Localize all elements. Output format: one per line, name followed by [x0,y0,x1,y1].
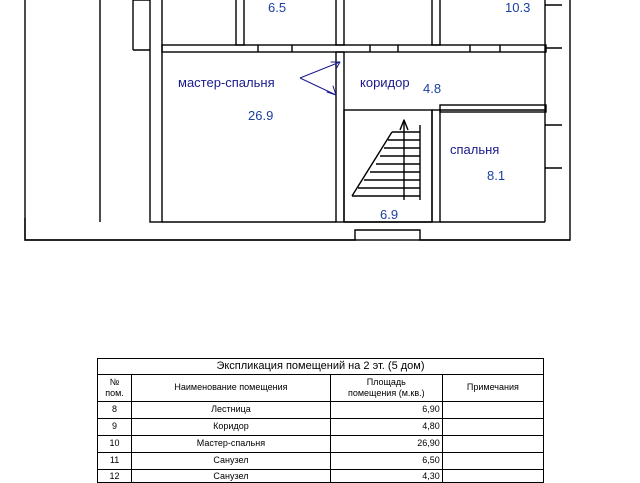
table-title-row [98,359,544,375]
cell-name: Лестница [132,401,331,418]
explication-table [97,358,544,483]
table-row [98,401,544,418]
cell-area: 6,50 [330,452,442,469]
table-row [98,452,544,469]
cell-notes [442,401,543,418]
header-number-line2: пом. [105,387,124,398]
header-area-line2: помещения (м.кв.) [347,387,425,398]
cell-area: 4,30 [330,469,442,482]
table-row [98,435,544,452]
cell-name: Коридор [132,418,331,435]
cell-name: Санузел [132,469,331,482]
table-title: Экспликация помещений на 2 эт. (5 дом) [98,359,544,375]
cell-notes [442,452,543,469]
cell-notes [442,469,543,482]
table-row [98,418,544,435]
label-leader-lines [300,62,340,95]
header-notes: Примечания [442,374,543,401]
room-area-bedroom: 8.1 [487,168,506,183]
cell-area: 26,90 [330,435,442,452]
cell-notes [442,435,543,452]
cell-number: 9 [98,418,132,435]
room-area-master-bedroom: 26.9 [248,108,274,123]
cell-number: 10 [98,435,132,452]
room-label-master-bedroom: мастер-спальня [178,75,275,90]
room-area-stairs: 6.9 [380,207,399,222]
header-number [98,374,132,401]
cell-area: 4,80 [330,418,442,435]
table-header-row [98,374,544,401]
header-number-line1: № [109,377,120,388]
room-label-corridor: коридор [360,75,410,90]
room-area-room-top-right: 10.3 [505,0,531,15]
room-area-corridor: 4.8 [423,81,442,96]
cell-name: Санузел [132,452,331,469]
cell-notes [442,418,543,435]
header-area [330,374,442,401]
cell-number: 8 [98,401,132,418]
cell-number: 12 [98,469,132,482]
header-name: Наименование помещения [132,374,331,401]
cell-area: 6,90 [330,401,442,418]
table-row [98,469,544,482]
cell-number: 11 [98,452,132,469]
cell-name: Мастер-спальня [132,435,331,452]
room-area-bathroom-top-left: 6.5 [268,0,287,15]
header-area-line1: Площадь [366,377,406,388]
room-label-bedroom: спальня [450,142,500,157]
